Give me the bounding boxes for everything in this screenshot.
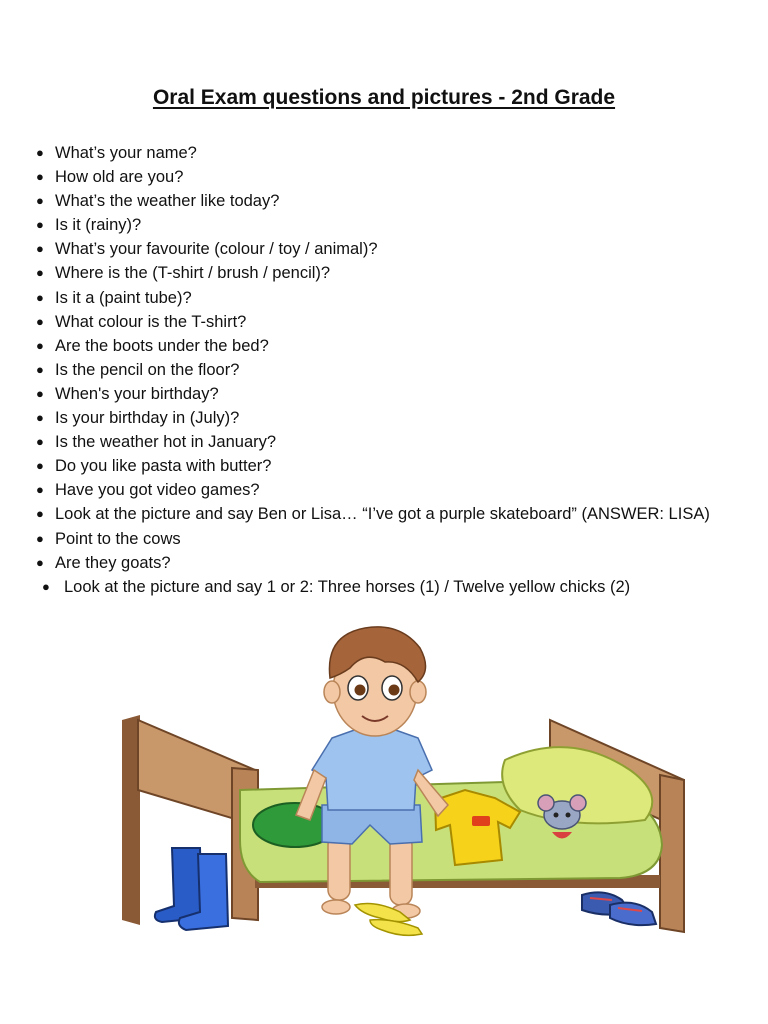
bullet-icon: ●: [36, 506, 44, 522]
bullet-icon: ●: [36, 313, 44, 329]
bullet-icon: ●: [36, 434, 44, 450]
boy-shirt: [312, 728, 432, 810]
bullet-icon: ●: [36, 361, 44, 377]
question-text: What’s the weather like today?: [55, 192, 280, 211]
question-item: [34, 286, 746, 310]
question-item: [34, 478, 746, 502]
bullet-icon: ●: [36, 145, 44, 160]
question-item: [34, 382, 746, 406]
question-item: [34, 502, 746, 526]
bullet-icon: ●: [36, 169, 44, 185]
question-list: [34, 141, 746, 599]
question-text: Point to the cows: [55, 529, 181, 548]
question-text: Look at the picture and say Ben or Lisa… “I’ve got a purple skateboard” (ANSWER: LISA): [55, 505, 710, 524]
question-text: Is it (rainy)?: [55, 216, 142, 235]
question-text: Are the boots under the bed?: [55, 336, 269, 355]
question-item: [34, 454, 746, 478]
question-text: When's your birthday?: [55, 384, 219, 403]
question-text: Look at the picture and say 1 or 2: Three horses (1) / Twelve yellow chicks (2): [64, 577, 631, 596]
question-text: How old are you?: [55, 168, 184, 187]
bullet-icon: ●: [36, 193, 44, 209]
question-item: [34, 334, 746, 358]
question-item: [34, 430, 746, 454]
bullet-icon: ●: [36, 217, 44, 233]
question-item: [34, 310, 746, 334]
bullet-icon: ●: [36, 337, 44, 353]
question-item: [34, 165, 746, 189]
question-item: [34, 189, 746, 213]
question-item: [34, 527, 746, 551]
bullet-icon: ●: [36, 554, 44, 570]
bullet-icon: ●: [36, 241, 44, 257]
blue-boots: [155, 848, 228, 930]
boy-left-leg: [328, 835, 350, 900]
question-item: [34, 551, 746, 575]
bullet-icon: ●: [36, 482, 44, 498]
question-text: Is the weather hot in January?: [55, 433, 277, 452]
question-item: [34, 261, 746, 285]
question-text: Do you like pasta with butter?: [55, 457, 272, 476]
boy-right-leg: [390, 835, 412, 905]
question-item: [34, 358, 746, 382]
question-item: [34, 141, 746, 165]
bullet-icon: ●: [42, 578, 50, 594]
bullet-icon: ●: [36, 410, 44, 426]
question-text: Is it a (paint tube)?: [55, 288, 192, 307]
scooter-print: [472, 816, 490, 826]
question-item: [34, 237, 746, 261]
question-text: Are they goats?: [55, 553, 171, 572]
question-item: [34, 406, 746, 430]
right-bedpost: [660, 775, 684, 932]
question-item: [34, 575, 746, 599]
question-text: Is your birthday in (July)?: [55, 409, 240, 428]
question-text: Where is the (T-shirt / brush / pencil)?: [55, 264, 331, 283]
bullet-icon: ●: [36, 458, 44, 474]
bullet-icon: ●: [36, 385, 44, 401]
bullet-icon: ●: [36, 530, 44, 546]
question-text: Is the pencil on the floor?: [55, 360, 240, 379]
question-text: What’s your name?: [55, 144, 197, 162]
boy-left-foot: [322, 900, 350, 914]
bullet-icon: ●: [36, 289, 44, 305]
boy-on-bed-illustration: [100, 620, 700, 950]
question-text: Have you got video games?: [55, 481, 260, 500]
bullet-icon: ●: [36, 265, 44, 281]
question-text: What colour is the T-shirt?: [55, 312, 247, 331]
document-title: Oral Exam questions and pictures - 2nd Grade: [152, 86, 616, 109]
question-item: [34, 213, 746, 237]
blue-shoes: [582, 892, 656, 925]
question-text: What’s your favourite (colour / toy / animal)?: [55, 240, 378, 259]
